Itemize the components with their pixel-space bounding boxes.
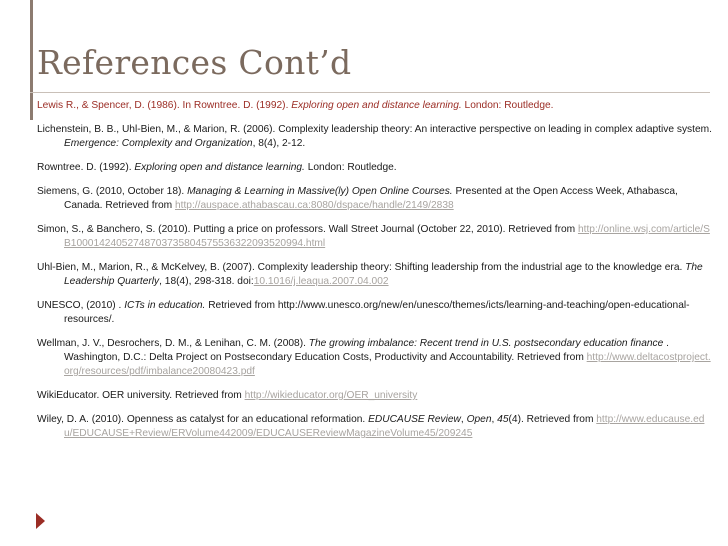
reference-link[interactable]: http://www.educause.edu/EDUCAUSE+Review/ERVolume442009/EDUCAUSEReviewMagazineVolume45/209245 [64,414,705,439]
reference-item: Uhl-Bien, M., Marion, R., & McKelvey, B. (2007). Complexity leadership theory: Shifting leadership from the industrial age to the knowledge era. The Leadership Quarterly, 18(4), 298-318. doi:10.1016/j.leaqua.2007.04.002 [37,262,703,287]
reference-link[interactable]: http://online.wsj.com/article/SB10001424052748703735804575536322093520994.html [64,224,710,249]
reference-list [37,99,712,451]
reference-item: WikiEducator. OER university. Retrieved from http://wikieducator.org/OER_university [37,390,418,401]
title-divider [30,92,710,93]
title-accent-bar [30,0,33,120]
reference-item: Lewis R., & Spencer, D. (1986). In Rowntree. D. (1992). Exploring open and distance learning. London: Routledge. [37,100,554,111]
reference-link[interactable]: http://www.deltacostproject.org/resources/pdf/imbalance20080423.pdf [64,352,711,377]
triangle-arrow-icon [36,513,45,529]
reference-item: Wiley, D. A. (2010). Openness as catalyst for an educational reformation. EDUCAUSE Review, Open, 45(4). Retrieved from http://www.educause.edu/EDUCAUSE+Review/ERVolume442009/EDUCAUSEReviewMagazineVolume45/209245 [37,414,705,439]
reference-item: UNESCO, (2010) . ICTs in education. Retrieved from http://www.unesco.org/new/en/unesco/themes/icts/learning-and-teaching/open-educational-resources/. [37,300,690,325]
reference-item: Simon, S., & Banchero, S. (2010). Putting a price on professors. Wall Street Journal (October 22, 2010). Retrieved from http://online.wsj.com/article/SB10001424052748703735804575536322093520994.html [37,224,710,249]
reference-link[interactable]: 10.1016/j.leaqua.2007.04.002 [253,276,389,287]
reference-item: Siemens, G. (2010, October 18). Managing & Learning in Massive(ly) Open Online Courses. Presented at the Open Access Week, Athabasca, Canada. Retrieved from http://auspace.athabascau.ca:8080/dspace/handle/2149/2838 [37,186,678,211]
reference-link[interactable]: http://auspace.athabascau.ca:8080/dspace/handle/2149/2838 [174,200,454,211]
reference-item: Lichenstein, B. B., Uhl-Bien, M., & Marion, R. (2006). Complexity leadership theory: An interactive perspective on leading in complex adaptive system. Emergence: Complexity and Organization, 8(4), 2-12. [37,124,712,149]
slide-title: References Cont’d [37,43,352,82]
reference-item: Wellman, J. V., Desrochers, D. M., & Lenihan, C. M. (2008). The growing imbalance: Recent trend in U.S. postsecondary education finance . Washington, D.C.: Delta Project on Postsecondary Education Costs, Productivity and Accountability. Retrieved from http://www.deltacostproject.org/resources/pdf/imbalance20080423.pdf [37,338,711,377]
reference-link[interactable]: http://wikieducator.org/OER_university [244,390,418,401]
reference-item: Rowntree. D. (1992). Exploring open and distance learning. London: Routledge. [37,162,397,173]
